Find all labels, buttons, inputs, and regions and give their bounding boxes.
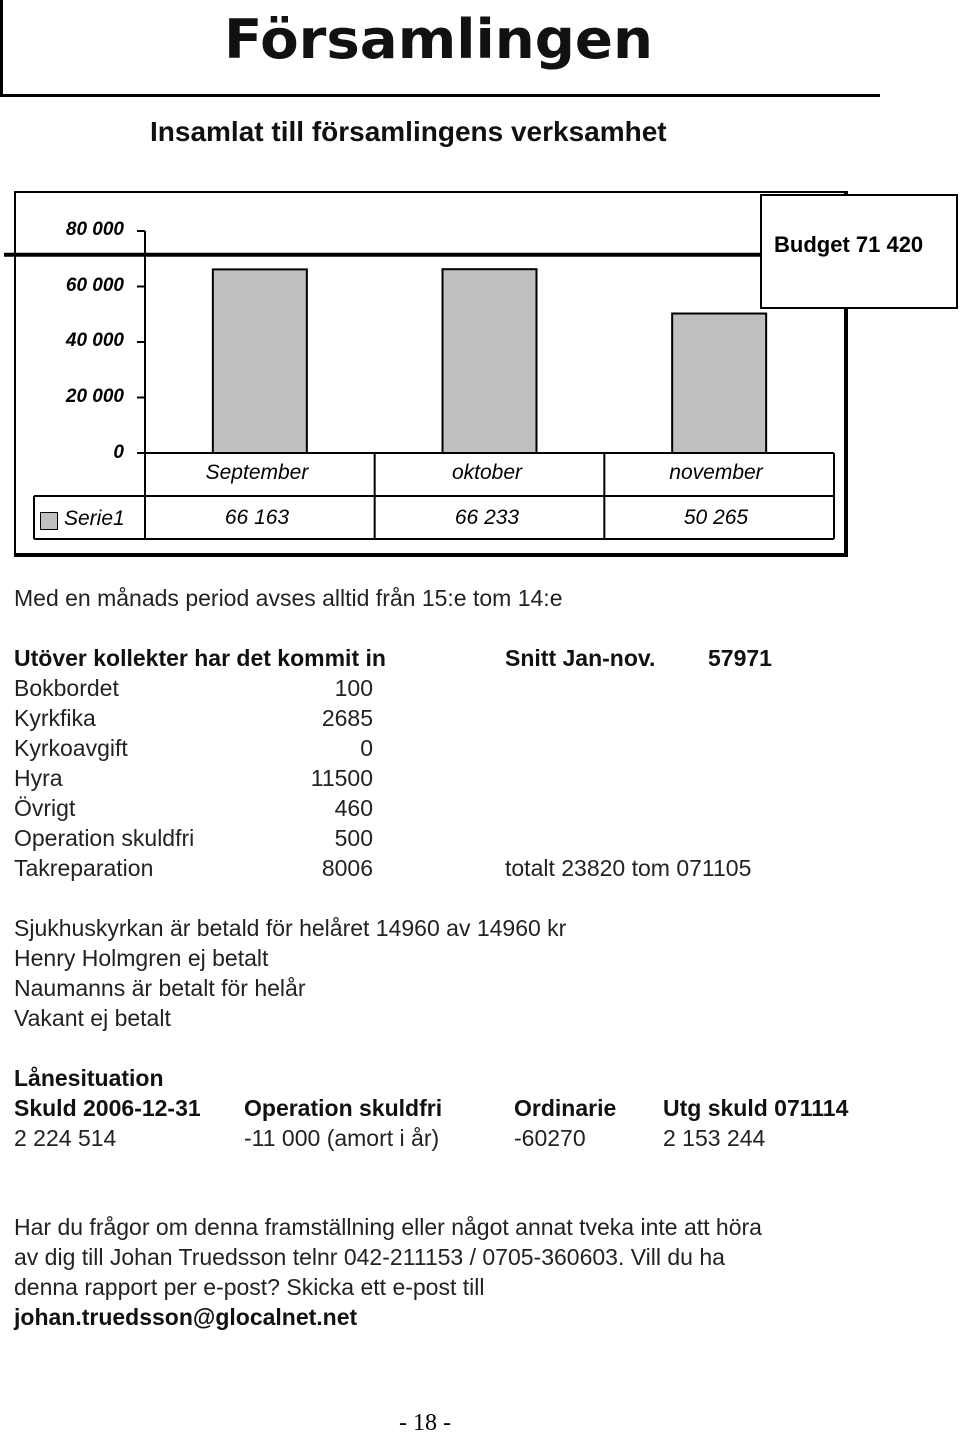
income-item-label: Kyrkoavgift	[14, 735, 128, 761]
loan-value: 2 153 244	[663, 1125, 766, 1151]
loan-column-header: Ordinarie	[514, 1095, 617, 1121]
bar	[672, 314, 766, 453]
loan-value: 2 224 514	[14, 1125, 117, 1151]
page-title: Församlingen	[224, 8, 653, 71]
income-item-value: 100	[334, 675, 373, 701]
loan-column-header: Operation skuldfri	[244, 1095, 443, 1121]
income-item-value: 11500	[310, 765, 373, 791]
loan-heading: Lånesituation	[14, 1065, 164, 1091]
income-item-label: Kyrkfika	[14, 705, 96, 731]
note-line: Vakant ej betalt	[14, 1005, 171, 1031]
y-tick-label: 80 000	[65, 219, 124, 240]
budget-label: Budget 71 420	[774, 232, 924, 257]
contact-line: av dig till Johan Truedsson telnr 042-211153 / 0705-360603. Vill du ha	[14, 1244, 725, 1270]
loan-value: -60270	[514, 1125, 586, 1151]
data-table-value: 50 265	[683, 506, 749, 529]
y-tick-label: 60 000	[65, 275, 124, 296]
bar	[443, 269, 537, 453]
contact-email-link[interactable]: johan.truedsson@glocalnet.net	[14, 1304, 358, 1330]
loan-column-header: Utg skuld 071114	[663, 1095, 849, 1121]
chart-subtitle: Insamlat till församlingens verksamhet	[150, 116, 667, 147]
income-item-value: 500	[334, 825, 373, 851]
x-category-label: September	[205, 461, 309, 484]
y-tick-label: 20 000	[65, 386, 124, 407]
note-line: Naumanns är betalt för helår	[14, 975, 306, 1001]
income-item-label: Takreparation	[14, 855, 154, 881]
legend-swatch	[40, 512, 58, 530]
income-heading: Utöver kollekter har det kommit in	[14, 645, 386, 671]
data-table-value: 66 233	[454, 506, 520, 529]
x-category-label: oktober	[451, 461, 523, 484]
period-note: Med en månads period avses alltid från 15:e tom 14:e	[14, 585, 563, 611]
bar	[213, 269, 307, 453]
income-item-label: Hyra	[14, 765, 63, 791]
income-item-value: 8006	[321, 855, 373, 881]
loan-column-header: Skuld 2006-12-31	[14, 1095, 201, 1121]
contact-line: Har du frågor om denna framställning eller något annat tveka inte att höra	[14, 1214, 762, 1240]
income-item-label: Övrigt	[14, 795, 76, 821]
data-table-value: 66 163	[224, 506, 290, 529]
x-category-label: november	[669, 461, 763, 484]
total-note: totalt 23820 tom 071105	[505, 855, 752, 881]
average-label: Snitt Jan-nov.	[505, 645, 656, 671]
income-item-label: Operation skuldfri	[14, 825, 195, 851]
contact-line: denna rapport per e-post? Skicka ett e-post till	[14, 1274, 485, 1300]
y-tick-label: 40 000	[65, 330, 124, 351]
income-item-value: 460	[334, 795, 373, 821]
income-item-value: 0	[360, 735, 373, 761]
note-line: Henry Holmgren ej betalt	[14, 945, 269, 971]
legend-series-label: Serie1	[64, 507, 125, 530]
income-item-value: 2685	[321, 705, 373, 731]
page-number: - 18 -	[399, 1410, 451, 1436]
income-item-label: Bokbordet	[14, 675, 119, 701]
loan-value: -11 000 (amort i år)	[244, 1125, 440, 1151]
y-tick-label: 0	[113, 442, 124, 463]
note-line: Sjukhuskyrkan är betald för helåret 14960 av 14960 kr	[14, 915, 567, 941]
average-value: 57971	[708, 645, 772, 671]
